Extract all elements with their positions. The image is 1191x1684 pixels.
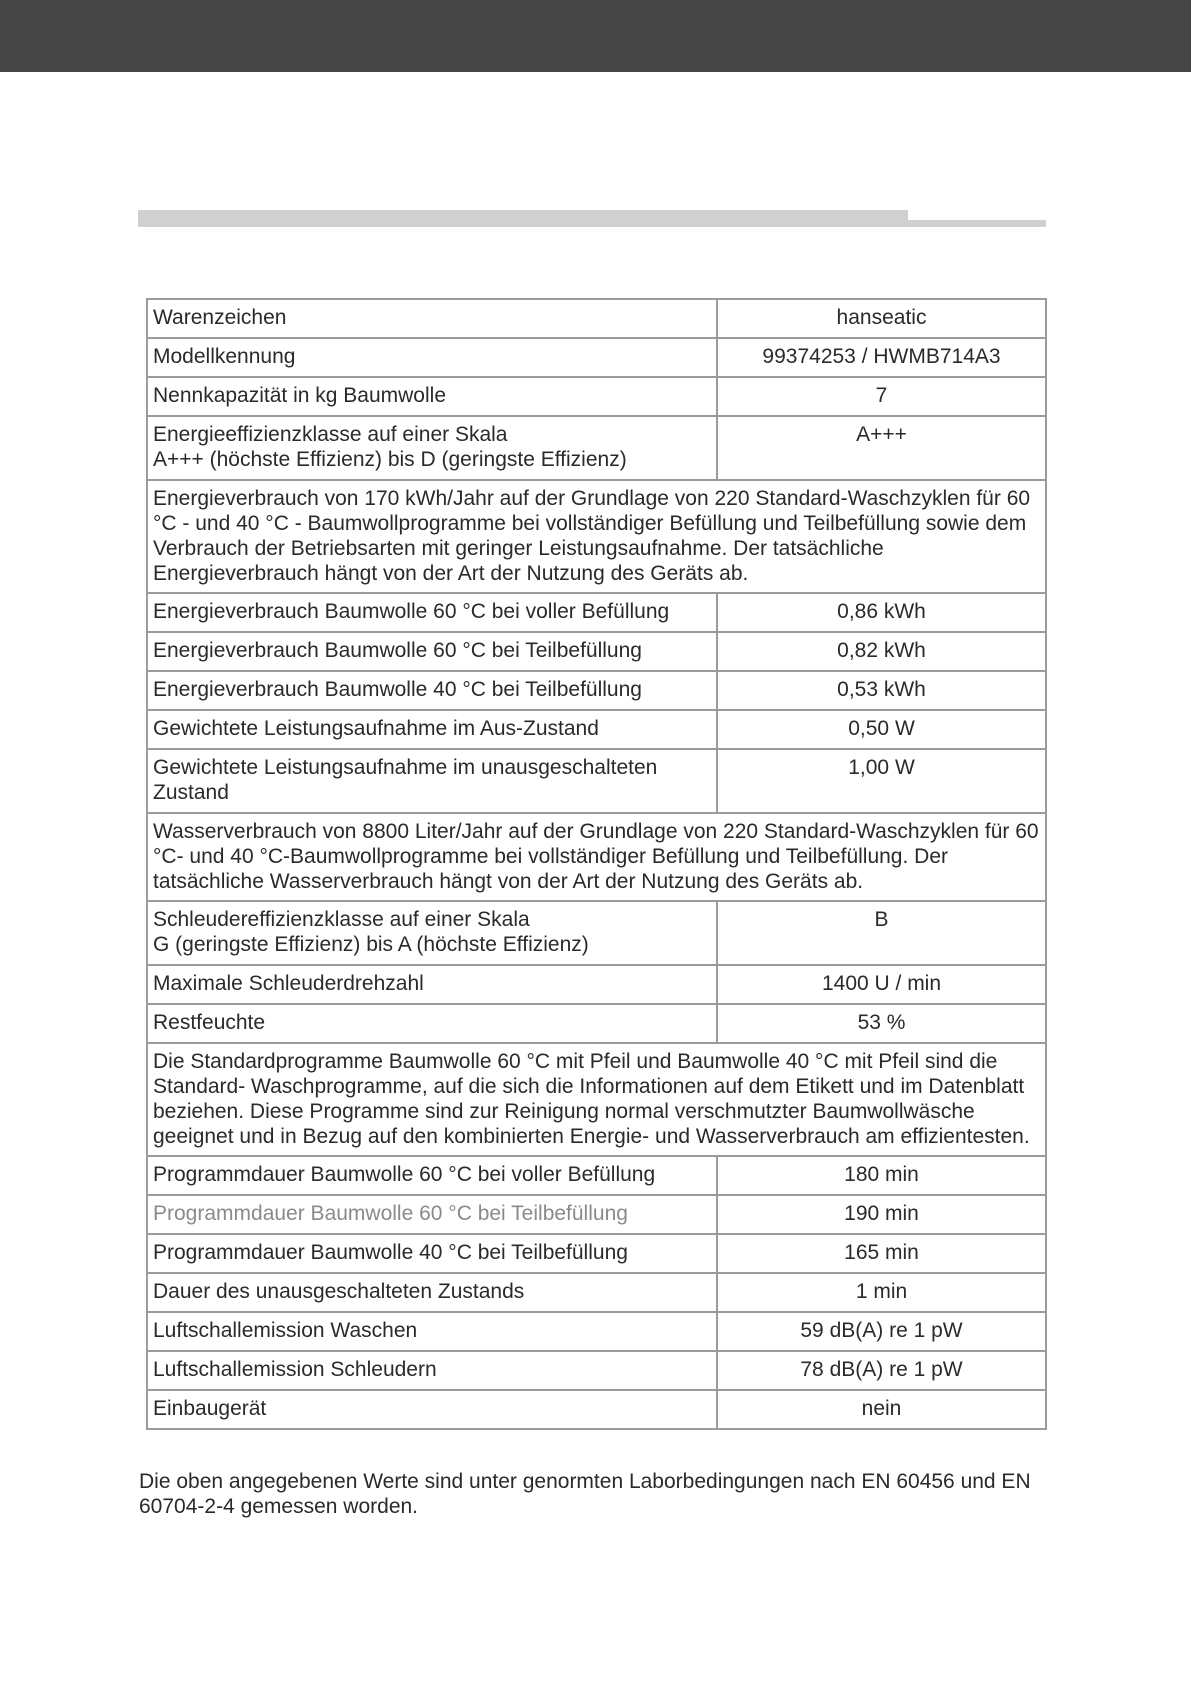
table-row xyxy=(147,632,1046,671)
measurement-footnote: Die oben angegebenen Werte sind unter genormten Laborbedingungen nach EN 60456 und EN 60704-2-4 gemessen worden. xyxy=(139,1470,1031,1518)
row-value-leistung-unausgeschaltet: 1,00 W xyxy=(717,749,1046,813)
table-row xyxy=(147,965,1046,1004)
row-value-schall-schleudern: 78 dB(A) re 1 pW xyxy=(717,1351,1046,1390)
table-row xyxy=(147,1195,1046,1234)
row-value-energie-60-teil: 0,82 kWh xyxy=(717,632,1046,671)
row-value-dauer-unausgeschaltet: 1 min xyxy=(717,1273,1046,1312)
row-value-energie-40-teil: 0,53 kWh xyxy=(717,671,1046,710)
row-value-schleuderdrehzahl: 1400 U / min xyxy=(717,965,1046,1004)
table-row xyxy=(147,1273,1046,1312)
row-label-dauer-60-voll: Programmdauer Baumwolle 60 °C bei voller Befüllung xyxy=(147,1156,717,1195)
row-value-energieklasse: A+++ xyxy=(717,416,1046,480)
product-data-table xyxy=(146,298,1047,1430)
row-label-schall-waschen: Luftschallemission Waschen xyxy=(147,1312,717,1351)
water-consumption-note: Wasserverbrauch von 8800 Liter/Jahr auf der Grundlage von 220 Standard-Waschzyklen für 60 °C- und 40 °C-Baumwollprogramme bei vollständiger Befüllung und Teilbefüllung. Der tatsächliche Wasserverbrauch hängt von der Art der Nutzung des Geräts ab. xyxy=(147,813,1046,901)
row-value-nennkapazitaet: 7 xyxy=(717,377,1046,416)
row-label-modellkennung: Modellkennung xyxy=(147,338,717,377)
row-value-dauer-40-teil: 165 min xyxy=(717,1234,1046,1273)
section-divider-tail xyxy=(908,220,1046,227)
table-row xyxy=(147,416,1046,480)
table-row xyxy=(147,749,1046,813)
energy-consumption-note: Energieverbrauch von 170 kWh/Jahr auf der Grundlage von 220 Standard-Waschzyklen für 60 °C - und 40 °C - Baumwollprogramme bei vollständiger Befüllung und Teilbefüllung sowie dem Verbrauch der Betriebsarten mit geringer Leistungsaufnahme. Der tatsächliche Energieverbrauch hängt von der Art der Nutzung des Geräts ab. xyxy=(147,480,1046,593)
table-row xyxy=(147,901,1046,965)
row-label-leistung-aus: Gewichtete Leistungsaufnahme im Aus-Zustand xyxy=(147,710,717,749)
table-row-note xyxy=(147,813,1046,901)
row-value-restfeuchte: 53 % xyxy=(717,1004,1046,1043)
table-row xyxy=(147,377,1046,416)
row-label-energie-40-teil: Energieverbrauch Baumwolle 40 °C bei Teilbefüllung xyxy=(147,671,717,710)
row-value-dauer-60-teil: 190 min xyxy=(717,1195,1046,1234)
row-label-energie-60-voll: Energieverbrauch Baumwolle 60 °C bei voller Befüllung xyxy=(147,593,717,632)
row-label-energieklasse xyxy=(147,416,717,480)
row-label-schleuderklasse xyxy=(147,901,717,965)
label-line: Zustand xyxy=(153,781,229,804)
table-row xyxy=(147,1234,1046,1273)
header-bar xyxy=(0,0,1191,72)
table-row xyxy=(147,1156,1046,1195)
row-value-warenzeichen: hanseatic xyxy=(717,299,1046,338)
table-row xyxy=(147,1004,1046,1043)
row-label-warenzeichen: Warenzeichen xyxy=(147,299,717,338)
row-label-schleuderdrehzahl: Maximale Schleuderdrehzahl xyxy=(147,965,717,1004)
row-label-restfeuchte: Restfeuchte xyxy=(147,1004,717,1043)
row-value-einbaugeraet: nein xyxy=(717,1390,1046,1429)
row-value-dauer-60-voll: 180 min xyxy=(717,1156,1046,1195)
row-value-schall-waschen: 59 dB(A) re 1 pW xyxy=(717,1312,1046,1351)
table-row xyxy=(147,299,1046,338)
label-line: Energieeffizienzklasse auf einer Skala xyxy=(153,423,508,446)
row-value-leistung-aus: 0,50 W xyxy=(717,710,1046,749)
table-row xyxy=(147,593,1046,632)
label-line: G (geringste Effizienz) bis A (höchste Effizienz) xyxy=(153,933,589,956)
section-divider xyxy=(138,210,908,227)
row-value-schleuderklasse: B xyxy=(717,901,1046,965)
table-row-note xyxy=(147,480,1046,593)
standard-programs-note: Die Standardprogramme Baumwolle 60 °C mit Pfeil und Baumwolle 40 °C mit Pfeil sind die Standard- Waschprogramme, auf die sich die Informationen auf dem Etikett und im Datenblatt beziehen. Diese Programme sind zur Reinigung normal verschmutzter Baumwollwäsche geeignet und in Bezug auf den kombinierten Energie- und Wasserverbrauch am effizientesten. xyxy=(147,1043,1046,1156)
label-line: A+++ (höchste Effizienz) bis D (geringste Effizienz) xyxy=(153,448,627,471)
row-label-einbaugeraet: Einbaugerät xyxy=(147,1390,717,1429)
row-label-dauer-unausgeschaltet: Dauer des unausgeschalteten Zustands xyxy=(147,1273,717,1312)
row-value-modellkennung: 99374253 / HWMB714A3 xyxy=(717,338,1046,377)
table-row xyxy=(147,1351,1046,1390)
row-label-energie-60-teil: Energieverbrauch Baumwolle 60 °C bei Teilbefüllung xyxy=(147,632,717,671)
label-line: Schleudereffizienzklasse auf einer Skala xyxy=(153,908,530,931)
table-row-note xyxy=(147,1043,1046,1156)
row-value-energie-60-voll: 0,86 kWh xyxy=(717,593,1046,632)
table-row xyxy=(147,1312,1046,1351)
table-row xyxy=(147,710,1046,749)
row-label-schall-schleudern: Luftschallemission Schleudern xyxy=(147,1351,717,1390)
table-row xyxy=(147,338,1046,377)
table-row xyxy=(147,1390,1046,1429)
row-label-nennkapazitaet: Nennkapazität in kg Baumwolle xyxy=(147,377,717,416)
row-label-leistung-unausgeschaltet xyxy=(147,749,717,813)
row-label-dauer-40-teil: Programmdauer Baumwolle 40 °C bei Teilbefüllung xyxy=(147,1234,717,1273)
label-line: Gewichtete Leistungsaufnahme im unausgeschalteten xyxy=(153,756,658,779)
row-label-dauer-60-teil: Programmdauer Baumwolle 60 °C bei Teilbefüllung xyxy=(147,1195,717,1234)
table-row xyxy=(147,671,1046,710)
